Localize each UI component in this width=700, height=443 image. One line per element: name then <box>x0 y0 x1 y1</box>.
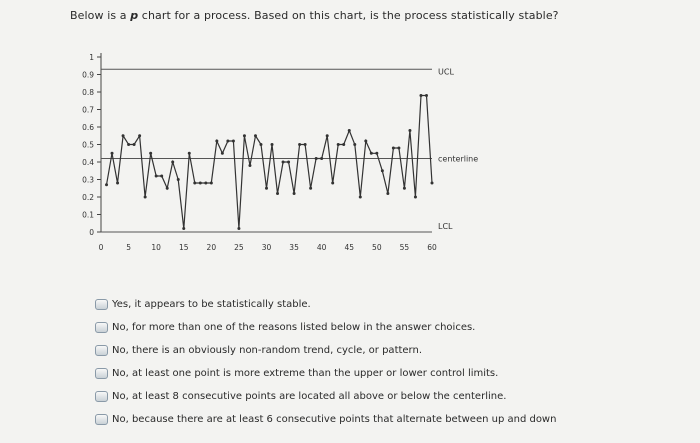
option-eight-consecutive[interactable] <box>95 385 556 408</box>
data-point <box>122 134 125 137</box>
data-point <box>397 147 400 150</box>
x-tick-label: 15 <box>178 243 189 252</box>
radio-button[interactable] <box>95 322 108 333</box>
option-label: No, there is an obviously non-random trend, cycle, or pattern. <box>112 345 423 356</box>
data-point <box>248 164 251 167</box>
data-point <box>254 134 257 137</box>
y-tick-label: 0.5 <box>82 140 94 150</box>
x-tick-label: 55 <box>399 243 410 252</box>
data-point <box>331 182 334 185</box>
data-point <box>342 143 345 146</box>
data-point <box>199 182 202 185</box>
data-point <box>320 157 323 160</box>
x-tick-label: 60 <box>427 243 437 252</box>
data-point <box>414 196 417 199</box>
data-point <box>232 140 235 143</box>
data-point <box>193 182 196 185</box>
question-text: Below is a p chart for a process. Based on this chart, is the process statistically stable? <box>70 9 559 22</box>
x-tick-label: 20 <box>206 243 217 252</box>
data-point <box>177 178 180 181</box>
option-yes-stable[interactable] <box>95 293 556 316</box>
data-point <box>276 192 279 195</box>
option-label: No, at least 8 consecutive points are located all above or below the centerline. <box>112 391 507 402</box>
x-tick-label: 50 <box>372 243 382 252</box>
radio-button[interactable] <box>95 299 108 310</box>
data-point <box>144 196 147 199</box>
data-point <box>221 152 224 155</box>
option-beyond-limits[interactable] <box>95 362 556 385</box>
data-point <box>237 227 240 230</box>
option-label: Yes, it appears to be statistically stable. <box>112 299 311 310</box>
option-alternating[interactable] <box>95 408 556 431</box>
x-tick-label: 25 <box>234 243 244 252</box>
data-point <box>111 152 114 155</box>
data-point <box>304 143 307 146</box>
x-tick-label: 45 <box>344 243 355 252</box>
data-point <box>215 140 218 143</box>
option-multiple-reasons[interactable] <box>95 316 556 339</box>
radio-button[interactable] <box>95 391 108 402</box>
data-point <box>392 147 395 150</box>
y-tick-label: 0 <box>89 228 94 237</box>
data-point <box>182 227 185 230</box>
data-point <box>375 152 378 155</box>
data-point <box>226 140 229 143</box>
data-point <box>315 157 318 160</box>
data-point <box>348 129 351 132</box>
data-point <box>431 182 434 185</box>
x-tick-label: 0 <box>98 243 104 252</box>
data-point <box>265 187 268 190</box>
data-point <box>326 134 329 137</box>
data-point <box>243 134 246 137</box>
data-point <box>188 152 191 155</box>
data-point <box>386 192 389 195</box>
reference-label-centerline: centerline <box>438 154 479 164</box>
data-point <box>204 182 207 185</box>
data-point <box>364 140 367 143</box>
y-tick-label: 0.7 <box>82 105 94 115</box>
data-point <box>133 143 136 146</box>
data-point <box>259 143 262 146</box>
data-point <box>171 161 174 164</box>
data-point <box>127 143 130 146</box>
data-point <box>419 94 422 97</box>
data-point <box>425 94 428 97</box>
x-tick-label: 10 <box>151 243 161 252</box>
data-point <box>359 196 362 199</box>
data-point <box>298 143 301 146</box>
data-point <box>337 143 340 146</box>
data-point <box>105 183 108 186</box>
y-tick-label: 0.9 <box>82 70 94 80</box>
data-point <box>116 182 119 185</box>
data-point <box>138 134 141 137</box>
data-point <box>403 187 406 190</box>
data-point <box>408 129 411 132</box>
data-point <box>149 152 152 155</box>
reference-label-ucl: UCL <box>438 67 454 77</box>
data-point <box>287 161 290 164</box>
y-tick-label: 0.2 <box>82 193 94 202</box>
option-label: No, at least one point is more extreme than the upper or lower control limits. <box>112 368 499 379</box>
x-tick-label: 35 <box>289 243 299 252</box>
data-point <box>381 169 384 172</box>
y-tick-label: 0.8 <box>82 88 94 97</box>
data-point <box>293 192 296 195</box>
data-point <box>210 182 213 185</box>
radio-button[interactable] <box>95 414 108 425</box>
radio-button[interactable] <box>95 345 108 356</box>
data-point <box>282 161 285 164</box>
y-tick-label: 1 <box>89 53 94 62</box>
x-tick-label: 30 <box>261 243 272 252</box>
data-point <box>309 187 312 190</box>
data-point <box>160 175 163 178</box>
y-tick-label: 0.1 <box>82 210 94 220</box>
x-tick-label: 5 <box>126 243 131 252</box>
y-tick-label: 0.3 <box>82 175 94 185</box>
data-point <box>271 143 274 146</box>
data-point <box>370 152 373 155</box>
data-point <box>155 175 158 178</box>
data-point <box>353 143 356 146</box>
answer-options <box>95 293 556 431</box>
option-label: No, for more than one of the reasons listed below in the answer choices. <box>112 322 476 333</box>
y-tick-label: 0.4 <box>82 158 94 167</box>
y-tick-label: 0.6 <box>82 123 94 132</box>
option-nonrandom-pattern[interactable] <box>95 339 556 362</box>
option-label: No, because there are at least 6 consecutive points that alternate between up and down <box>112 414 557 425</box>
data-point <box>166 187 169 190</box>
reference-label-lcl: LCL <box>438 222 453 231</box>
radio-button[interactable] <box>95 368 108 379</box>
series-line <box>107 96 433 229</box>
x-tick-label: 40 <box>316 243 327 252</box>
